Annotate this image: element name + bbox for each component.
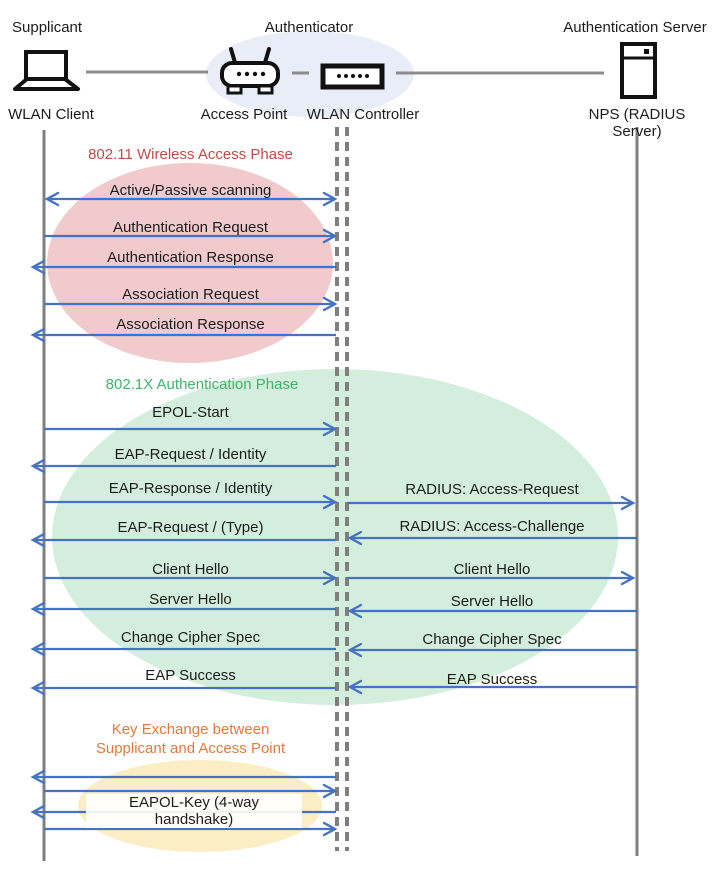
server-icon bbox=[622, 44, 655, 97]
msg-epol-start: EPOL-Start bbox=[152, 404, 229, 421]
role-authentication-server: Authentication Server bbox=[563, 19, 707, 36]
laptop-icon bbox=[15, 52, 78, 89]
msg-change-cipher-spec-left: Change Cipher Spec bbox=[120, 629, 261, 646]
device-wlan-controller: WLAN Controller bbox=[306, 106, 420, 123]
msg-client-hello-left: Client Hello bbox=[152, 561, 229, 578]
msg-change-cipher-spec-right: Change Cipher Spec bbox=[422, 631, 562, 648]
msg-radius-access-challenge: RADIUS: Access-Challenge bbox=[399, 518, 585, 535]
msg-eap-response-identity: EAP-Response / Identity bbox=[108, 480, 273, 497]
msg-eap-success-left: EAP Success bbox=[145, 667, 236, 684]
phase-title-key-exchange-line1: Key Exchange between bbox=[111, 721, 270, 738]
msg-authentication-request: Authentication Request bbox=[112, 219, 269, 236]
device-access-point: Access Point bbox=[200, 106, 288, 123]
role-authenticator: Authenticator bbox=[264, 19, 354, 36]
msg-server-hello-left: Server Hello bbox=[149, 591, 232, 608]
msg-eap-request-identity: EAP-Request / Identity bbox=[114, 446, 267, 463]
device-wlan-client: WLAN Client bbox=[8, 106, 94, 123]
msg-active-passive-scanning: Active/Passive scanning bbox=[109, 182, 272, 199]
phase-title-wireless-access: 802.11 Wireless Access Phase bbox=[88, 146, 293, 163]
msg-server-hello-right: Server Hello bbox=[450, 593, 534, 610]
role-supplicant: Supplicant bbox=[12, 19, 83, 36]
msg-eap-success-right: EAP Success bbox=[446, 671, 538, 688]
msg-eap-request-type: EAP-Request / (Type) bbox=[117, 519, 264, 536]
phase-title-dot1x: 802.1X Authentication Phase bbox=[105, 376, 299, 393]
msg-association-request: Association Request bbox=[122, 286, 259, 303]
msg-client-hello-right: Client Hello bbox=[453, 561, 531, 578]
msg-authentication-response: Authentication Response bbox=[107, 249, 274, 266]
device-nps-radius-server: NPS (RADIUS Server) bbox=[588, 106, 686, 140]
msg-radius-access-request: RADIUS: Access-Request bbox=[405, 481, 579, 498]
msg-association-response: Association Response bbox=[116, 316, 265, 333]
phase-title-key-exchange-line2: Supplicant and Access Point bbox=[95, 740, 286, 757]
msg-eapol-key-4way-handshake: EAPOL-Key (4-way handshake) bbox=[86, 794, 302, 828]
wlan-controller-icon bbox=[323, 66, 382, 87]
